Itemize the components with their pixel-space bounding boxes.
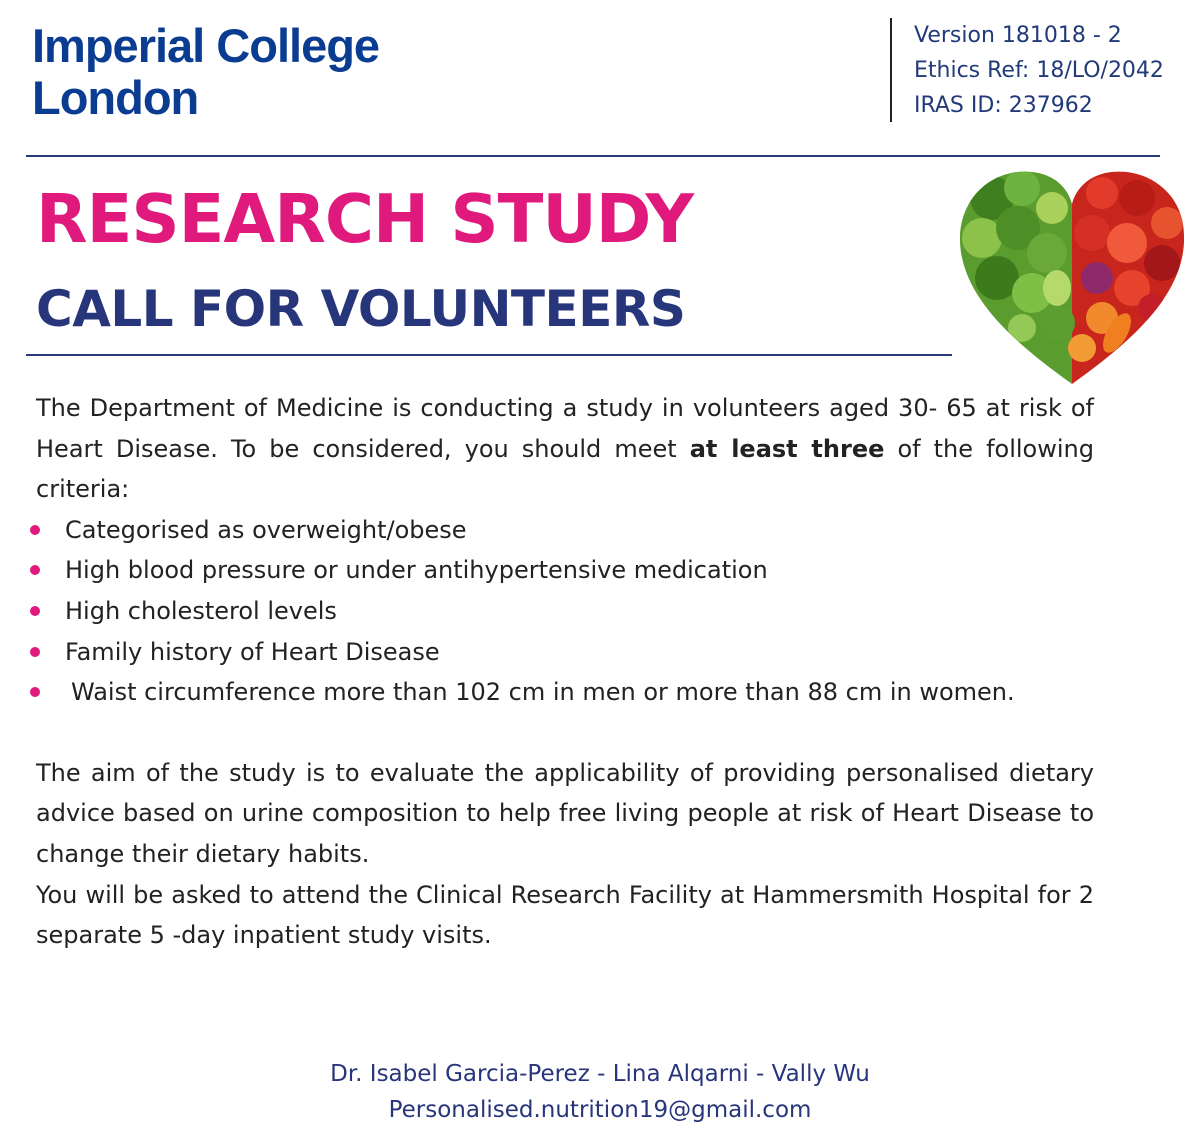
bullet-icon [30,565,40,575]
bullet-icon [30,606,40,616]
intro-emphasis: at least three [689,434,885,463]
criterion-text: Waist circumference more than 102 cm in men or more than 88 cm in women. [71,678,1015,707]
list-item [36,591,1094,632]
bullet-icon [30,525,40,535]
iras-id-text: IRAS ID: 237962 [914,93,1093,118]
intro-text-end: of the following criteria: [36,434,1094,504]
contact-footer [0,1056,1200,1128]
intro-text: The Department of Medicine is conducting a study in volunteers aged 30- 65 at risk of Heart Disease. To be considered, you should meet [36,394,1094,463]
criterion-text: Categorised as overweight/obese [65,515,467,544]
page-subtitle: CALL FOR VOLUNTEERS [36,280,686,338]
aim-paragraph: The aim of the study is to evaluate the applicability of providing personalised dietary advice based on urine composition to help free living people at risk of Heart Disease to change their dietary habits. [36,758,1094,868]
criterion-text: High blood pressure or under antihypertensive medication [65,556,768,585]
visits-paragraph: You will be asked to attend the Clinical Research Facility at Hammersmith Hospital for 2 separate 5 -day inpatient study visits. [36,880,1094,950]
bullet-icon [30,647,40,657]
version-text: Version 181018 - 2 [914,23,1122,48]
list-item [36,550,1094,591]
criterion-text: High cholesterol levels [65,596,337,625]
list-item [36,510,1094,551]
study-description [36,388,1094,956]
list-item [36,632,1094,673]
criteria-list [36,510,1094,713]
contact-email[interactable]: Personalised.nutrition19@gmail.com [388,1097,812,1123]
intro-paragraph [36,388,1094,510]
researcher-names: Dr. Isabel Garcia-Perez - Lina Alqarni - Vally Wu [330,1061,870,1087]
top-rule [26,155,1160,157]
imperial-college-logo [32,20,379,124]
bullet-icon [30,687,40,697]
criterion-text: Family history of Heart Disease [65,637,440,666]
logo-line-2: London [32,71,199,124]
logo-line-1: Imperial College [32,19,380,72]
document-metadata [914,18,1164,123]
vegetable-heart-icon [952,158,1192,390]
ethics-ref-text: Ethics Ref: 18/LO/2042 [914,58,1164,83]
page-title: RESEARCH STUDY [36,180,694,258]
paragraph-gap [36,713,1094,753]
title-rule [26,354,952,356]
list-item [36,672,1094,713]
header-divider [890,18,892,122]
